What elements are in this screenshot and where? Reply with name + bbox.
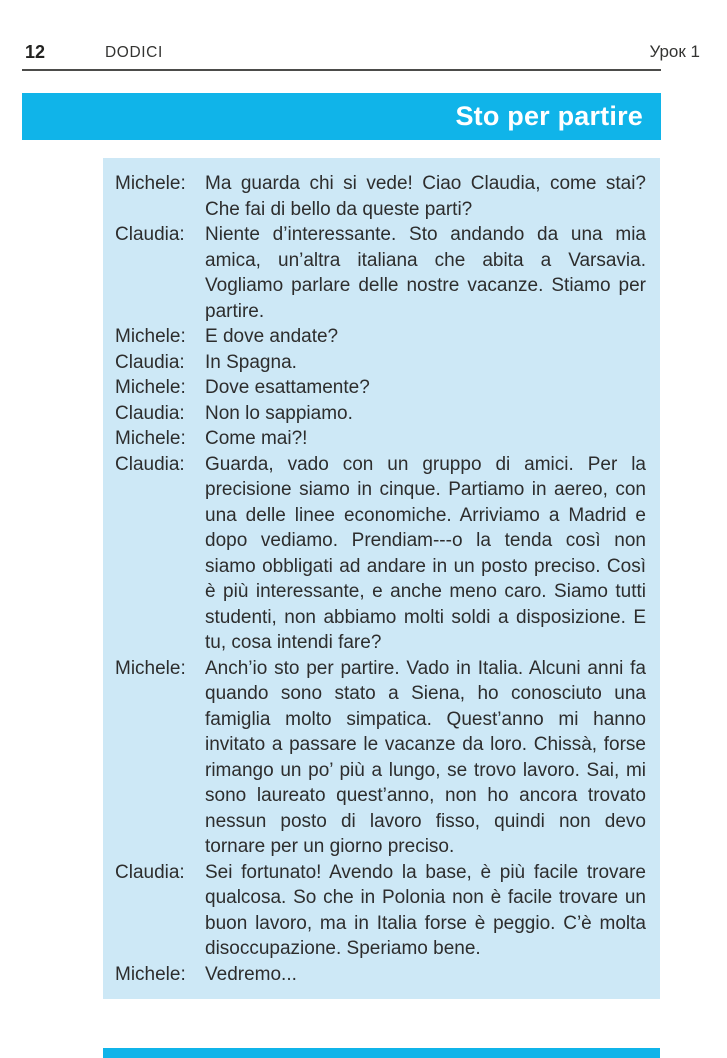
dialogue-row [115,962,646,988]
dialogue-row [115,324,646,350]
speaker-name: Claudia: [115,453,185,475]
speech-text: Sei fortunato! Avendo la base, è più facile trovare qualcosa. So che in Polonia non è facile trovare un buon lavoro, ma in Italia forse è peggio. C’è molta disoccupazione. Speriamo bene. [205,861,646,959]
dialogue-row [115,860,646,962]
dialogue-row [115,222,646,324]
speech-text: In Spagna. [205,351,297,373]
speech-text: Non lo sappiamo. [205,402,353,424]
dialogue-row [115,375,646,401]
lesson-label: Урок 1 [649,42,700,61]
speech-text: Come mai?! [205,428,308,449]
speaker-name: Claudia: [115,224,185,245]
dialogue-box [103,158,660,999]
dialogue-row [115,350,646,376]
speech-text: Vedremo... [205,963,297,985]
speaker-name: Michele: [115,326,186,347]
speaker-name: Michele: [115,428,186,449]
dialogue-row [115,171,646,222]
dialogue-row [115,452,646,656]
speaker-name: Claudia: [115,861,185,883]
speaker-name: Michele: [115,657,186,679]
speaker-name: Claudia: [115,351,185,373]
speaker-name: Michele: [115,963,186,985]
speaker-name: Michele: [115,377,186,398]
speaker-name: Michele: [115,173,186,194]
dialogue-row [115,401,646,427]
speech-text: Dove esattamente? [205,377,370,398]
page-number: 12 [25,42,46,62]
speech-text: Anch’io sto per partire. Vado in Italia. Alcuni anni fa quando sono stato a Siena, ho conosciuto una famiglia molto simpatica. Quest’anno mi hanno invitato a passare le vacanze da loro. Chissà, forse rimango un po’ più a lungo, se trovo lavoro. Sai, mi sono laureato quest’anno, non ho ancora trovato nessun posto di lavoro fisso, quindi non devo tornare per un giorno preciso. [205,657,646,857]
section-title: Sto per partire [455,101,643,131]
next-section-banner-edge [103,1048,660,1058]
speech-text: E dove andate? [205,326,339,347]
header-rule [22,69,661,71]
speech-text: Ma guarda chi si vede! Ciao Claudia, come stai? Che fai di bello da queste parti? [205,173,646,220]
section-banner [22,93,661,140]
dialogue-row [115,656,646,860]
speech-text: Niente d’interessante. Sto andando da una mia amica, un’altra italiana che abita a Varsavia. Vogliamo parlare delle nostre vacanze. Stiamo per partire. [205,224,646,322]
speech-text: Guarda, vado con un gruppo di amici. Per la precisione siamo in cinque. Partiamo in aereo, con una delle linee economiche. Arriviamo a Madrid e dopo vediamo. Prendiam---o la tenda così non siamo obbligati ad andare in un posto preciso. Così è più interessante, e anche meno caro. Siamo tutti studenti, non abbiamo molti soldi a disposizione. E tu, cosa intendi fare? [205,453,646,653]
dialogue-row [115,426,646,452]
page-number-word: DODICI [105,44,163,61]
speaker-name: Claudia: [115,402,185,424]
